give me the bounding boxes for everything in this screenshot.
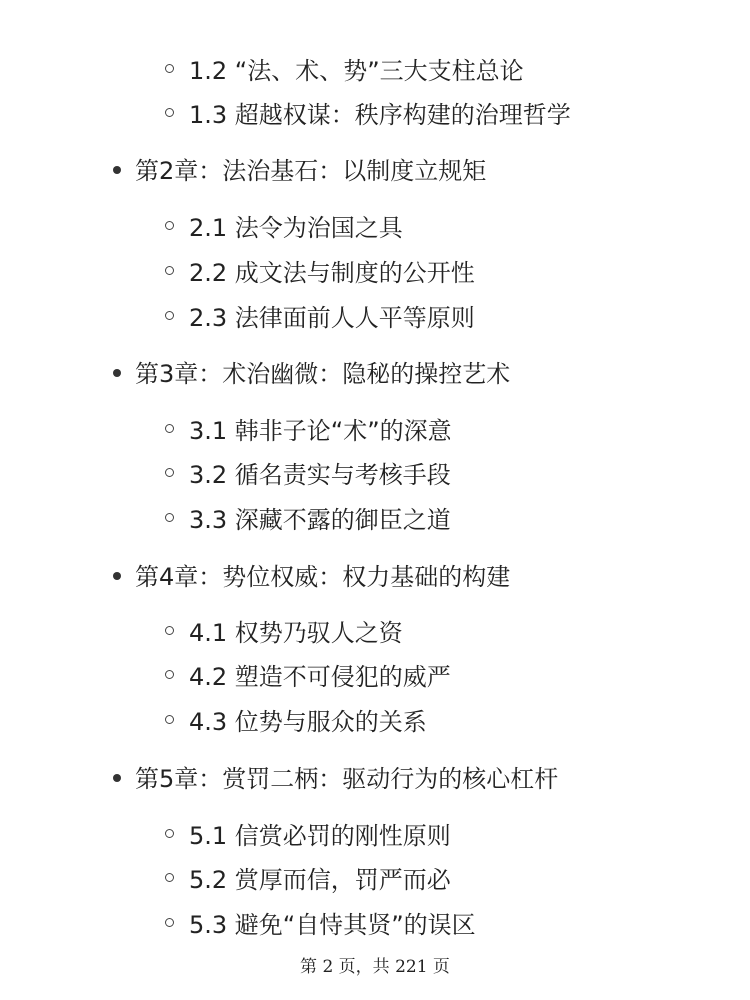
hollow-circle-bullet-icon xyxy=(165,918,174,927)
toc-chapter-label: 第4章：势位权威：权力基础的构建 xyxy=(135,563,511,591)
page-number-footer: 第 2 页，共 221 页 xyxy=(300,957,450,977)
toc-section-label: 5.1 信赏必罚的刚性原则 xyxy=(189,822,451,850)
hollow-circle-bullet-icon xyxy=(165,715,174,724)
filled-bullet-icon xyxy=(113,572,121,580)
toc-section-label: 3.3 深藏不露的御臣之道 xyxy=(189,506,451,534)
hollow-circle-bullet-icon xyxy=(165,829,174,838)
hollow-circle-bullet-icon xyxy=(165,311,174,320)
toc-section-label: 5.2 赏厚而信，罚严而必 xyxy=(189,866,451,894)
toc-section-label: 5.3 避免“自恃其贤”的误区 xyxy=(189,911,476,939)
toc-chapter-label: 第3章：术治幽微：隐秘的操控艺术 xyxy=(135,360,511,388)
filled-bullet-icon xyxy=(113,774,121,782)
toc-section-label: 4.3 位势与服众的关系 xyxy=(189,708,427,736)
toc-section-label: 2.1 法令为治国之具 xyxy=(189,214,403,242)
toc-section-label: 1.2 “法、术、势”三大支柱总论 xyxy=(189,57,524,85)
toc-section-label: 4.2 塑造不可侵犯的威严 xyxy=(189,663,451,691)
toc-chapter-label: 第5章：赏罚二柄：驱动行为的核心杠杆 xyxy=(135,765,559,793)
toc-section-label: 1.3 超越权谋：秩序构建的治理哲学 xyxy=(189,101,571,129)
toc-section-label: 2.3 法律面前人人平等原则 xyxy=(189,304,475,332)
hollow-circle-bullet-icon xyxy=(165,513,174,522)
hollow-circle-bullet-icon xyxy=(165,468,174,477)
hollow-circle-bullet-icon xyxy=(165,424,174,433)
toc-section-label: 3.2 循名责实与考核手段 xyxy=(189,461,451,489)
toc-section-label: 3.1 韩非子论“术”的深意 xyxy=(189,417,452,445)
filled-bullet-icon xyxy=(113,369,121,377)
toc-section-label: 2.2 成文法与制度的公开性 xyxy=(189,259,475,287)
hollow-circle-bullet-icon xyxy=(165,108,174,117)
toc-section-label: 4.1 权势乃驭人之资 xyxy=(189,619,403,647)
hollow-circle-bullet-icon xyxy=(165,221,174,230)
filled-bullet-icon xyxy=(113,166,121,174)
hollow-circle-bullet-icon xyxy=(165,266,174,275)
toc-chapter-label: 第2章：法治基石：以制度立规矩 xyxy=(135,157,487,185)
hollow-circle-bullet-icon xyxy=(165,670,174,679)
hollow-circle-bullet-icon xyxy=(165,64,174,73)
hollow-circle-bullet-icon xyxy=(165,626,174,635)
hollow-circle-bullet-icon xyxy=(165,873,174,882)
